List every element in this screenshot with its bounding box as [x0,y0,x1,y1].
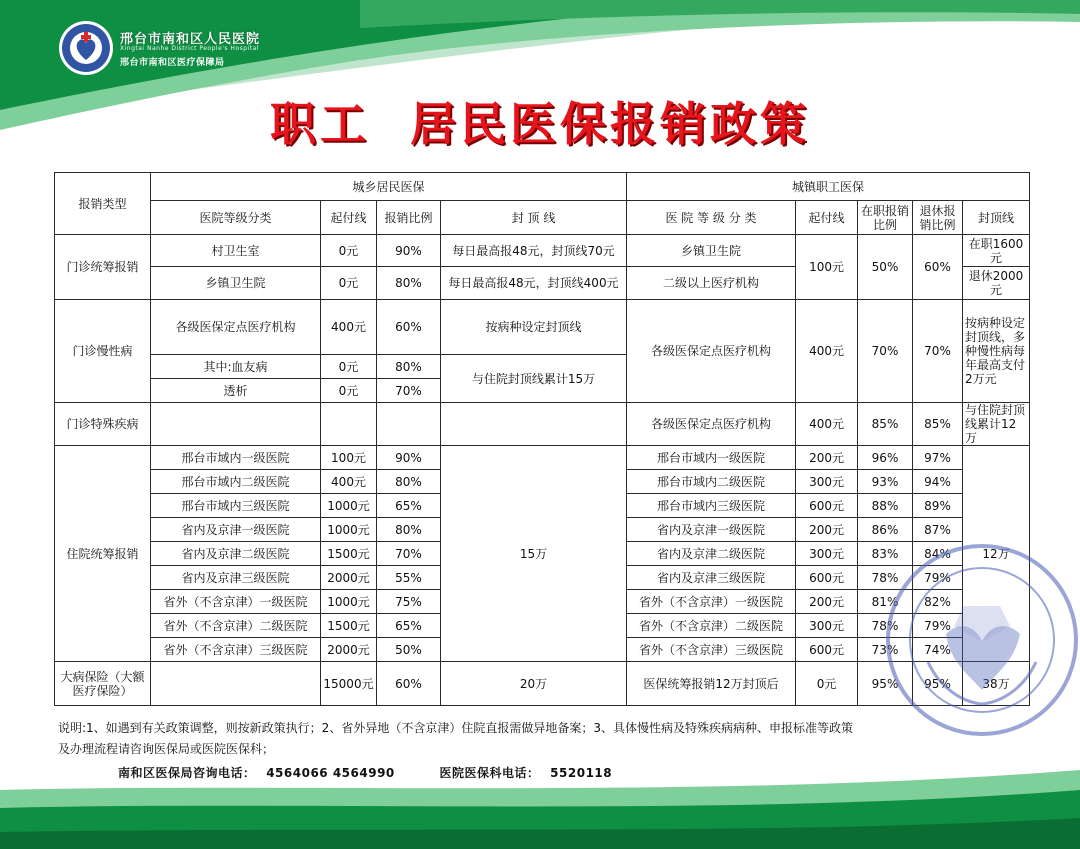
table-cell: 90% [377,446,441,470]
table-cell: 400元 [321,470,377,494]
cell: 0元 [321,355,377,379]
table-cell: 省外（不含京津）二级医院 [627,614,796,638]
org-name-line3: 邢台市南和区医疗保障局 [120,58,225,68]
table-cell: 200元 [796,590,858,614]
table-cell: 省外（不含京津）一级医院 [151,590,321,614]
cell: 0元 [321,267,377,300]
header-resident-deductible: 起付线 [321,201,377,235]
table-cell: 邢台市域内三级医院 [151,494,321,518]
table-cell: 省内及京津三级医院 [627,566,796,590]
cell: 60% [377,662,441,706]
table-cell: 75% [377,590,441,614]
inpatient-resident-cap: 15万 [441,446,627,662]
cell: 在职1600元 [963,235,1030,267]
cell: 每日最高报48元，封顶线70元 [441,235,627,267]
table-cell: 600元 [796,566,858,590]
cell: 按病种设定封顶线 [441,300,627,355]
table-cell: 邢台市域内一级医院 [151,446,321,470]
table-cell: 300元 [796,614,858,638]
cell: 每日最高报48元，封顶线400元 [441,267,627,300]
cell: 其中:血友病 [151,355,321,379]
cell: 85% [858,403,913,446]
cell: 70% [858,300,913,403]
cell: 20万 [441,662,627,706]
header-employee-ratio-working: 在职报销比例 [858,201,913,235]
table-cell: 81% [858,590,913,614]
cell: 80% [377,267,441,300]
cell: 与住院封顶线累计12万 [963,403,1030,446]
table-cell: 65% [377,494,441,518]
table-cell: 55% [377,566,441,590]
contact-phones [118,764,612,781]
notes-line-1: 说明:1、如遇到有关政策调整，则按新政策执行；2、省外异地（不含京津）住院直报需做异地备案；3、具体慢性病及特殊疾病病种、申报标准等政策 [58,721,853,735]
table-cell: 94% [913,470,963,494]
table-cell: 省内及京津三级医院 [151,566,321,590]
table-cell: 93% [858,470,913,494]
table-cell: 1000元 [321,590,377,614]
table-cell: 87% [913,518,963,542]
header-employee-deductible: 起付线 [796,201,858,235]
cell-empty [321,403,377,446]
table-cell: 1000元 [321,494,377,518]
cell: 透析 [151,379,321,403]
cell: 95% [858,662,913,706]
cell: 100元 [796,235,858,300]
table-cell: 80% [377,518,441,542]
cell: 80% [377,355,441,379]
type-inpatient: 住院统筹报销 [55,446,151,662]
table-cell: 84% [913,542,963,566]
table-cell: 73% [858,638,913,662]
table-cell: 70% [377,542,441,566]
header-resident: 城乡居民医保 [151,173,627,201]
table-cell: 省内及京津二级医院 [151,542,321,566]
table-cell: 82% [913,590,963,614]
cell: 60% [377,300,441,355]
table-cell: 78% [858,614,913,638]
type-major-illness: 大病保险（大额医疗保险） [55,662,151,706]
table-cell: 1500元 [321,542,377,566]
table-cell: 88% [858,494,913,518]
table-cell: 79% [913,566,963,590]
notes-line-2: 及办理流程请咨询医保局或医院医保科； [58,742,275,756]
cell-empty [377,403,441,446]
table-cell: 省内及京津一级医院 [627,518,796,542]
cell: 38万 [963,662,1030,706]
cell: 0元 [796,662,858,706]
cell: 退休2000元 [963,267,1030,300]
type-chronic: 门诊慢性病 [55,300,151,403]
table-cell: 86% [858,518,913,542]
cell: 与住院封顶线累计15万 [441,355,627,403]
table-cell: 89% [913,494,963,518]
cell: 各级医保定点医疗机构 [151,300,321,355]
table-cell: 省外（不含京津）二级医院 [151,614,321,638]
table-cell: 50% [377,638,441,662]
table-cell: 邢台市域内三级医院 [627,494,796,518]
cell-empty [151,662,321,706]
table-cell: 邢台市域内一级医院 [627,446,796,470]
phone1-value: 4564066 4564990 [266,766,395,780]
org-english-name: Xingtai Nanhe District People's Hospital [120,45,259,52]
table-cell: 2000元 [321,638,377,662]
header-employee: 城镇职工医保 [627,173,1030,201]
cell-empty [441,403,627,446]
cell: 乡镇卫生院 [627,235,796,267]
type-special: 门诊特殊疾病 [55,403,151,446]
hospital-logo-icon [58,20,114,76]
cell: 70% [377,379,441,403]
cell: 60% [913,235,963,300]
table-cell: 省外（不含京津）一级医院 [627,590,796,614]
table-cell: 邢台市域内二级医院 [151,470,321,494]
inpatient-employee-cap: 12万 [963,446,1030,662]
cell: 400元 [796,300,858,403]
cell: 400元 [796,403,858,446]
table-cell: 省外（不含京津）三级医院 [151,638,321,662]
table-cell: 200元 [796,518,858,542]
table-cell: 74% [913,638,963,662]
table-cell: 1000元 [321,518,377,542]
hospital-seal-icon [884,542,1080,738]
phone2-label: 医院医保科电话： [439,766,540,780]
cell: 医保统筹报销12万封顶后 [627,662,796,706]
table-cell: 省内及京津二级医院 [627,542,796,566]
cell: 村卫生室 [151,235,321,267]
table-cell: 2000元 [321,566,377,590]
table-cell: 300元 [796,542,858,566]
table-cell: 79% [913,614,963,638]
header-employee-ratio-retired: 退休报销比例 [913,201,963,235]
type-outpatient-pool: 门诊统筹报销 [55,235,151,300]
table-cell: 200元 [796,446,858,470]
table-cell: 邢台市域内二级医院 [627,470,796,494]
cell: 按病种设定封顶线，多种慢性病每年最高支付2万元 [963,300,1030,403]
phone2-value: 5520118 [550,766,613,780]
cell: 各级医保定点医疗机构 [627,403,796,446]
cell: 400元 [321,300,377,355]
cell: 50% [858,235,913,300]
cell: 90% [377,235,441,267]
cell: 70% [913,300,963,403]
table-cell: 600元 [796,638,858,662]
table-cell: 300元 [796,470,858,494]
cell: 0元 [321,379,377,403]
header-type: 报销类型 [55,173,151,235]
org-name: 邢台市南和区人民医院 [120,32,261,47]
table-cell: 78% [858,566,913,590]
notes [58,718,1033,760]
cell-empty [151,403,321,446]
cell: 0元 [321,235,377,267]
cell: 15000元 [321,662,377,706]
cell: 二级以上医疗机构 [627,267,796,300]
cell: 乡镇卫生院 [151,267,321,300]
header-resident-ratio: 报销比例 [377,201,441,235]
table-cell: 80% [377,470,441,494]
table-cell: 省外（不含京津）三级医院 [627,638,796,662]
table-cell: 100元 [321,446,377,470]
table-cell: 600元 [796,494,858,518]
table-cell: 65% [377,614,441,638]
table-cell: 97% [913,446,963,470]
table-cell: 83% [858,542,913,566]
header-employee-level: 医 院 等 级 分 类 [627,201,796,235]
phone1-label: 南和区医保局咨询电话： [118,766,256,780]
cell: 95% [913,662,963,706]
table-cell: 省内及京津一级医院 [151,518,321,542]
cell: 各级医保定点医疗机构 [627,300,796,403]
header-employee-cap: 封顶线 [963,201,1030,235]
table-cell: 96% [858,446,913,470]
cell: 85% [913,403,963,446]
header-resident-cap: 封 顶 线 [441,201,627,235]
table-cell: 1500元 [321,614,377,638]
header-resident-level: 医院等级分类 [151,201,321,235]
page-title: 职工 居民医保报销政策 [269,97,811,151]
